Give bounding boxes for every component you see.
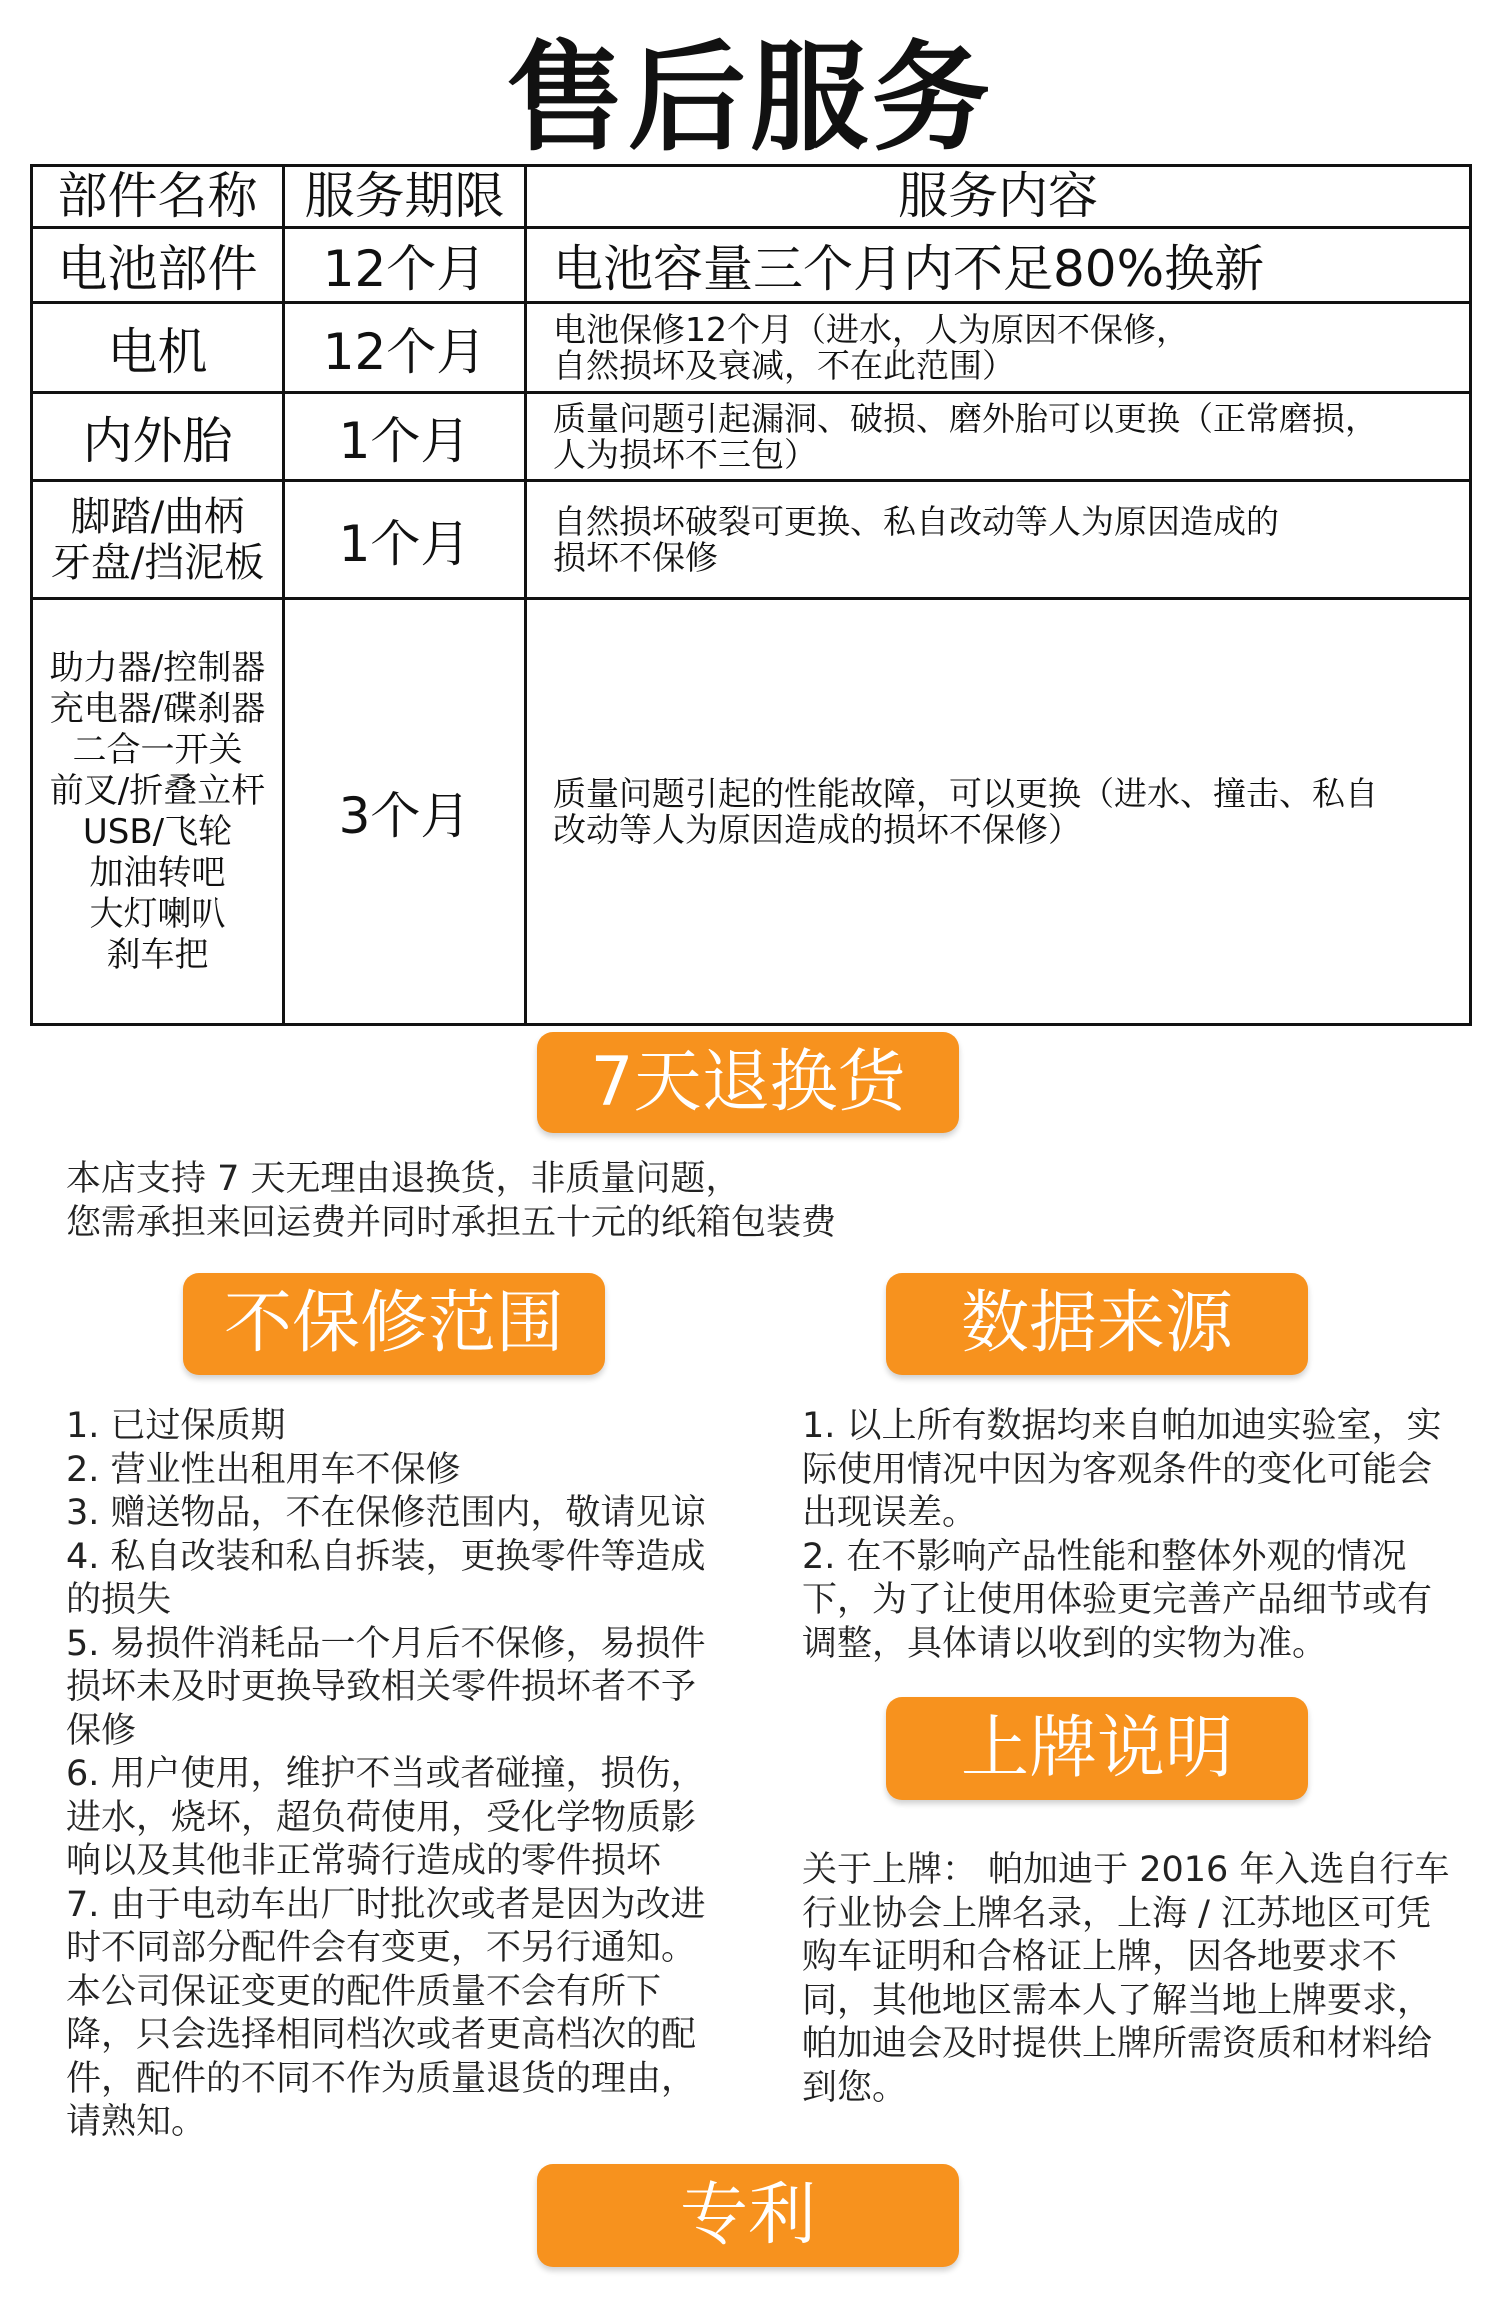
text-line: 降，只会选择相同档次或者更高档次的配 (66, 2015, 697, 2055)
text-line: 购车证明和合格证上牌，因各地要求不 (802, 1937, 1398, 1977)
data-source-text (802, 1405, 1482, 1666)
text-line: 6. 用户使用，维护不当或者碰撞，损伤， (66, 1754, 706, 1794)
text-line: 件，配件的不同不作为质量退货的理由， (66, 2058, 697, 2099)
part-line: 前叉/折叠立杆 (49, 770, 266, 811)
part-line: 加油转吧 (89, 852, 226, 893)
part-name (32, 599, 284, 1025)
text-line: 行业协会上牌名录，上海 / 江苏地区可凭 (802, 1893, 1432, 1934)
service-period: 1个月 (284, 481, 526, 599)
content-line: 电池保修12个月（进水，人为原因不保修， (553, 309, 1189, 349)
part-line: 充电器/碟刹器 (49, 688, 266, 729)
header-period: 服务期限 (284, 166, 526, 228)
part-line: 助力器/控制器 (49, 647, 266, 688)
plate-info-badge: 上牌说明 (886, 1697, 1308, 1800)
text-line: 5. 易损件消耗品一个月后不保修，易损件 (66, 1623, 706, 1664)
service-period: 12个月 (284, 303, 526, 393)
service-period: 1个月 (284, 393, 526, 481)
text-line: 响以及其他非正常骑行造成的零件损坏 (66, 1841, 662, 1881)
text-line: 到您。 (802, 2067, 908, 2108)
text-line: 本店支持 7 天无理由退换货，非质量问题， (66, 1159, 741, 1199)
part-line: 二合一开关 (72, 729, 243, 770)
service-table (30, 164, 1472, 1026)
header-content: 服务内容 (526, 166, 1471, 228)
text-line: 本公司保证变更的配件质量不会有所下 (66, 1971, 662, 2012)
content-line: 质量问题引起漏洞、破损、磨外胎可以更换（正常磨损， (553, 398, 1378, 438)
text-line: 出现误差。 (802, 1493, 978, 1533)
header-part-name: 部件名称 (32, 166, 284, 228)
text-line: 2. 营业性出租用车不保修 (66, 1449, 461, 1490)
table-row (32, 393, 1471, 481)
table-row (32, 599, 1471, 1025)
content-line: 损坏不保修 (553, 537, 718, 577)
table-row (32, 481, 1471, 599)
return-policy-badge: 7天退换货 (537, 1032, 959, 1133)
part-line: 牙盘/挡泥板 (50, 539, 265, 586)
service-content: 电池容量三个月内不足80%换新 (526, 228, 1471, 303)
text-line: 时不同部分配件会有变更，不另行通知。 (66, 1928, 697, 1968)
data-source-badge: 数据来源 (886, 1273, 1308, 1375)
text-line: 调整，具体请以收到的实物为准。 (802, 1623, 1328, 1664)
part-name: 电机 (32, 303, 284, 393)
part-name (32, 481, 284, 599)
part-name: 内外胎 (32, 393, 284, 481)
exclusions-text (66, 1405, 746, 2145)
text-line: 3. 赠送物品，不在保修范围内，敬请见谅 (66, 1493, 706, 1533)
page-title: 售后服务 (505, 29, 994, 167)
service-content (526, 481, 1471, 599)
content-line: 质量问题引起的性能故障，可以更换（进水、撞击、私自 (553, 773, 1378, 813)
table-row (32, 228, 1471, 303)
text-line: 同，其他地区需本人了解当地上牌要求， (802, 1980, 1433, 2021)
service-period: 3个月 (284, 599, 526, 1025)
text-line: 4. 私自改装和私自拆装，更换零件等造成 (66, 1536, 706, 1577)
text-line: 帕加迪会及时提供上牌所需资质和材料给 (802, 2024, 1433, 2064)
part-line: 刹车把 (106, 934, 209, 975)
text-line: 关于上牌： 帕加迪于 2016 年入选自行车 (802, 1850, 1450, 1890)
text-line: 下，为了让使用体验更完善产品细节或有 (802, 1580, 1433, 1620)
exclusions-badge: 不保修范围 (183, 1273, 605, 1375)
text-line: 1. 以上所有数据均来自帕加迪实验室，实 (802, 1406, 1442, 1446)
part-line: 脚踏/曲柄 (70, 493, 245, 540)
content-line: 改动等人为原因造成的损坏不保修） (553, 809, 1081, 849)
text-line: 的损失 (66, 1580, 172, 1620)
content-line: 自然损坏破裂可更换、私自改动等人为原因造成的 (553, 501, 1279, 541)
text-line: 保修 (66, 1710, 137, 1751)
content-line: 人为损坏不三包） (553, 434, 817, 474)
return-policy-text (66, 1158, 1066, 1245)
table-header-row (32, 166, 1471, 228)
text-line: 际使用情况中因为客观条件的变化可能会 (802, 1449, 1433, 1490)
service-content (526, 303, 1471, 393)
service-period: 12个月 (284, 228, 526, 303)
part-name: 电池部件 (32, 228, 284, 303)
service-content (526, 393, 1471, 481)
table-row (32, 303, 1471, 393)
content-line: 自然损坏及衰减，不在此范围） (553, 345, 1015, 385)
patent-badge: 专利 (537, 2164, 959, 2267)
text-line: 请熟知。 (66, 2102, 207, 2142)
part-line: USB/飞轮 (82, 811, 233, 852)
text-line: 您需承担来回运费并同时承担五十元的纸箱包装费 (66, 1202, 837, 1243)
text-line: 进水，烧坏，超负荷使用，受化学物质影 (66, 1797, 697, 1838)
text-line: 2. 在不影响产品性能和整体外观的情况 (802, 1536, 1407, 1577)
service-content (526, 599, 1471, 1025)
part-line: 大灯喇叭 (89, 893, 226, 934)
text-line: 损坏未及时更换导致相关零件损坏者不予 (66, 1667, 697, 1707)
plate-info-text (802, 1849, 1487, 2110)
text-line: 7. 由于电动车出厂时批次或者是因为改进 (66, 1884, 706, 1925)
text-line: 1. 已过保质期 (66, 1406, 286, 1446)
